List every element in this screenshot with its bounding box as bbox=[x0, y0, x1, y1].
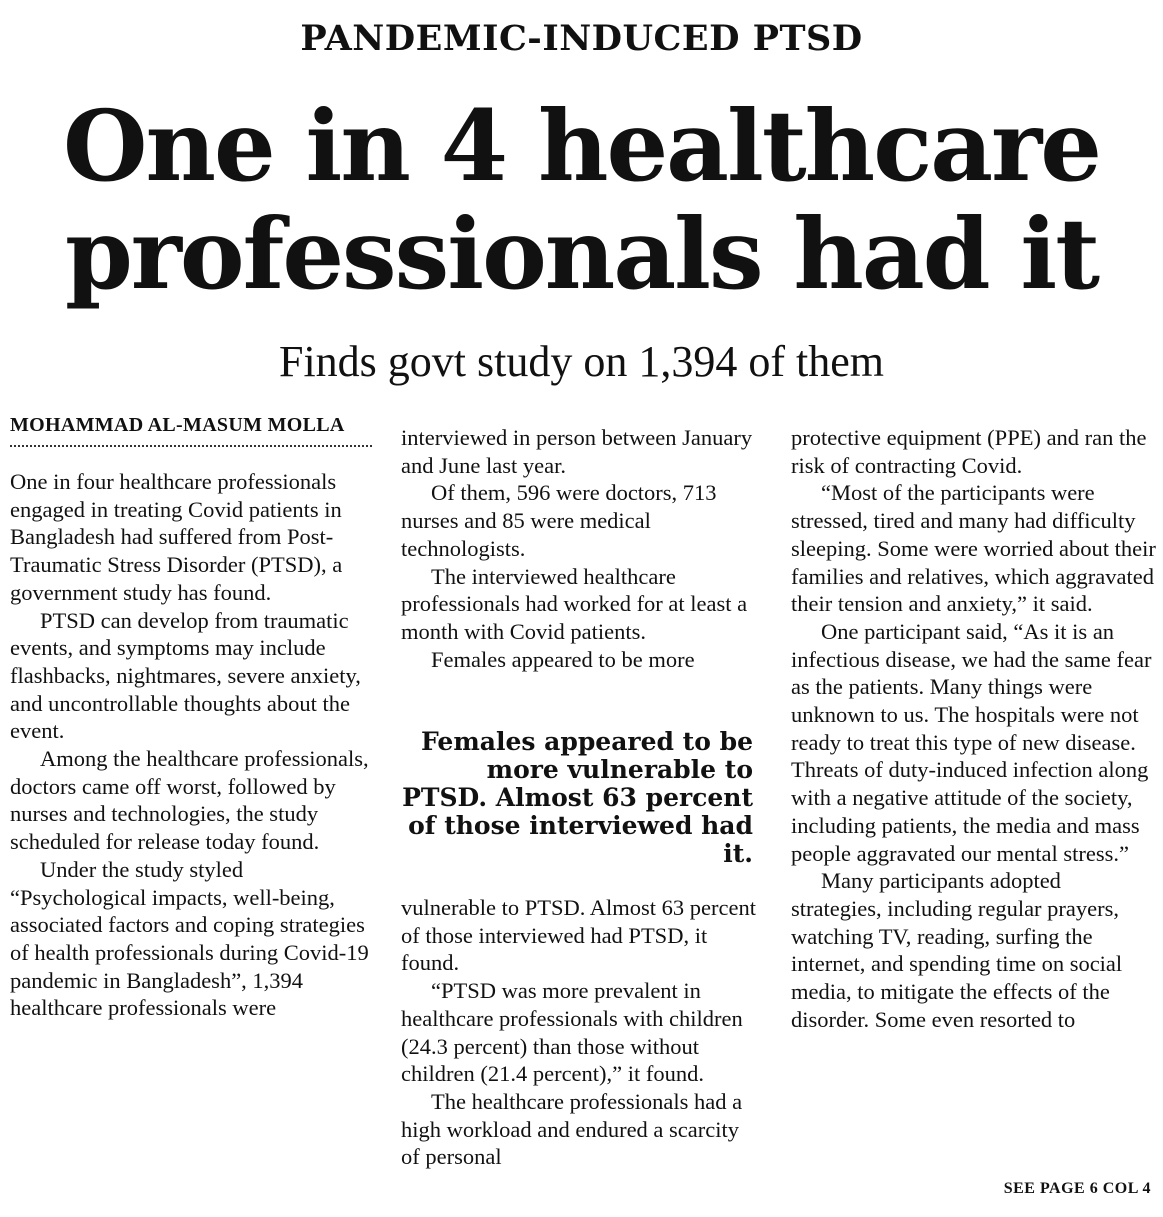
paragraph: One participant said, “As it is an infectious disease, we had the same fear as the patients. Many things were unknown to us. The hospitals were not ready to treat this type of new disease. Threats of duty-induced infection along with a negative attitude of the society, including patients, the media and mass people aggravated our mental stress.” bbox=[791, 618, 1152, 866]
column-3 bbox=[791, 424, 1156, 1033]
paragraph: vulnerable to PTSD. Almost 63 percent of those interviewed had PTSD, it found. bbox=[401, 895, 756, 976]
paragraph: Among the healthcare professionals, doctors came off worst, followed by nurses and technologies, the study scheduled for release today found. bbox=[10, 746, 369, 855]
subheadline: Finds govt study on 1,394 of them bbox=[278, 337, 885, 386]
paragraph: The interviewed healthcare professionals had worked for at least a month with Covid patients. bbox=[401, 563, 748, 644]
kicker: PANDEMIC-INDUCED PTSD bbox=[300, 18, 863, 59]
headline bbox=[0, 89, 1163, 311]
paragraph: PTSD can develop from traumatic events, and symptoms may include flashbacks, nightmares, severe anxiety, and uncontrollable thoughts about the event. bbox=[10, 607, 361, 744]
paragraph: Of them, 596 were doctors, 713 nurses and 85 were medical technologists. bbox=[401, 480, 717, 561]
headline-line-1: One in 4 healthcare bbox=[63, 89, 1100, 203]
paragraph: Many participants adopted strategies, including regular prayers, watching TV, reading, surfing the internet, and spending time on social media, to mitigate the effects of the disorder. Some even resorted to bbox=[791, 868, 1123, 1032]
paragraph: “Most of the participants were stressed, tired and many had difficulty sleeping. Some were worried about their families and relatives, which aggravated their tension and anxiety,” it said. bbox=[791, 480, 1156, 617]
column-2-top bbox=[401, 424, 761, 673]
paragraph: protective equipment (PPE) and ran the risk of contracting Covid. bbox=[791, 425, 1147, 478]
pull-quote: Females appeared to be more vulnerable to PTSD. Almost 63 percent of those interviewed had it. bbox=[402, 727, 753, 868]
jump-line: SEE PAGE 6 COL 4 bbox=[1003, 1180, 1151, 1197]
paragraph: Under the study styled “Psychological impacts, well-being, associated factors and coping strategies of health professionals during Covid-19 pandemic in Bangladesh”, 1,394 healthcare professionals were bbox=[10, 856, 369, 1021]
paragraph: The healthcare professionals had a high workload and endured a scarcity of personal bbox=[401, 1088, 743, 1170]
headline-line-2: professionals had it bbox=[64, 197, 1099, 311]
paragraph: One in four healthcare professionals engaged in treating Covid patients in Bangladesh had suffered from Post-Traumatic Stress Disorder (PTSD), a government study has found. bbox=[10, 469, 343, 605]
paragraph: Females appeared to be more bbox=[431, 646, 695, 672]
byline: MOHAMMAD AL-MASUM MOLLA bbox=[10, 414, 372, 447]
column-1 bbox=[10, 468, 372, 1022]
paragraph: interviewed in person between January and June last year. bbox=[401, 425, 753, 478]
column-2-bottom bbox=[401, 894, 761, 1171]
paragraph: “PTSD was more prevalent in healthcare professionals with children (24.3 percent) than those without children (21.4 percent),” it found. bbox=[401, 978, 743, 1087]
